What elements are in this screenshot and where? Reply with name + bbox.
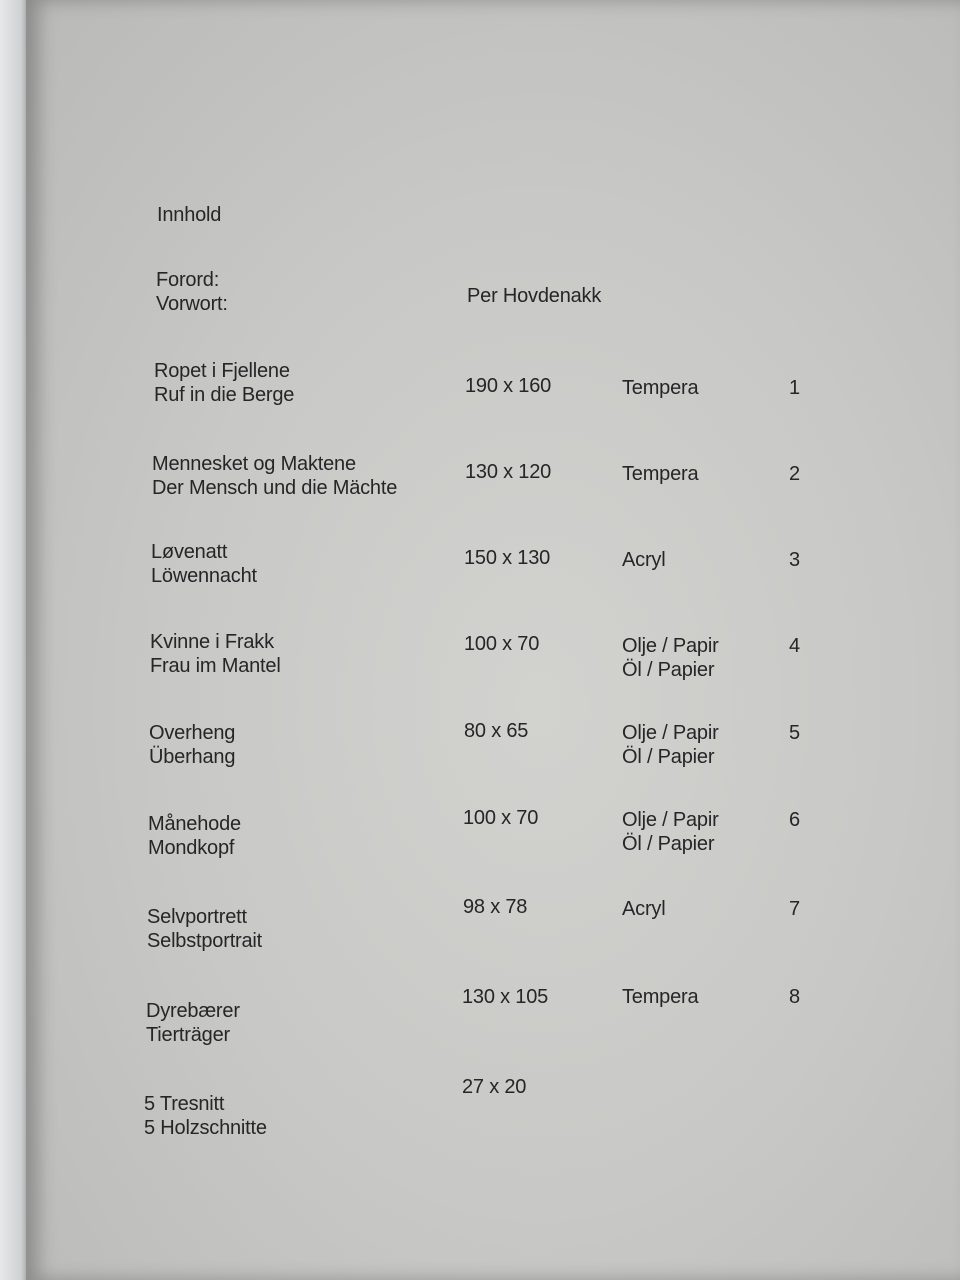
entry-medium-no: Olje / Papir [622,722,719,744]
entry-medium-de: Öl / Papier [622,746,715,768]
entry-size: 130 x 120 [465,461,552,483]
entry-title-de: Der Mensch und die Mächte [152,477,398,499]
entry-size: 130 x 105 [462,986,549,1008]
contents-entry [26,360,960,444]
entry-medium-no: Olje / Papir [622,635,719,657]
entry-size: 100 x 70 [463,807,539,829]
entry-number: 6 [789,809,800,831]
entry-title-no: Ropet i Fjellene [154,360,290,382]
entry-title-no: Selvportrett [147,906,247,928]
entry-medium-no: Tempera [622,986,699,1008]
entry-size: 80 x 65 [464,720,529,742]
contents-entry [26,806,960,876]
entry-number: 5 [789,722,800,744]
entry-medium [622,634,719,682]
entry-title-no: Kvinne i Frakk [150,631,274,653]
entry-medium-no: Acryl [622,898,666,920]
contents-entry [26,632,960,702]
entry-title-de: Mondkopf [148,837,235,859]
entry-title [150,630,281,678]
contents-page [26,0,960,1280]
entry-title-de: Tierträger [146,1024,230,1046]
entry-title [154,359,294,407]
entry-medium [622,721,719,769]
entry-title-de: Frau im Mantel [150,655,281,677]
entry-number: 3 [789,549,800,571]
entry-size: 190 x 160 [465,375,552,397]
entry-number: 8 [789,986,800,1008]
entry-number: 2 [789,463,800,485]
entry-medium [622,376,698,400]
page-title: Innhold [157,204,222,226]
entry-medium [622,462,698,486]
entry-medium-no: Tempera [622,463,699,485]
entry-medium [622,897,665,921]
contents-entry [26,541,960,616]
entry-medium [622,548,665,572]
entry-medium-no: Olje / Papir [622,809,719,831]
entry-medium-no: Tempera [622,377,699,399]
entry-title-no: Løvenatt [151,541,228,563]
preface-label-de: Vorwort: [156,293,228,315]
entry-medium [622,808,719,856]
preface-author: Per Hovdenakk [467,285,602,307]
entry-title-no: Månehode [148,813,241,835]
entry-number: 7 [789,898,800,920]
entry-size: 100 x 70 [464,633,540,655]
entry-title-no: 5 Tresnitt [144,1093,225,1115]
entry-title-de: Löwennacht [151,565,257,587]
entry-title [147,905,262,953]
entry-title [146,999,240,1047]
entry-size: 27 x 20 [462,1076,527,1098]
entry-title-de: Ruf in die Berge [154,384,295,406]
entry-medium-no: Acryl [622,549,666,571]
entry-medium-de: Öl / Papier [622,833,715,855]
entry-title [149,721,235,769]
contents-entry [26,985,960,1055]
contents-entry [26,453,960,530]
contents-entry [26,1075,960,1145]
entry-title-de: Selbstportrait [147,930,263,952]
entry-title [148,812,241,860]
entry-title [151,540,257,588]
entry-title-no: Overheng [149,722,236,744]
entry-size: 98 x 78 [463,896,528,918]
contents-entry [26,719,960,789]
entry-number: 1 [789,377,800,399]
preface-labels [156,268,228,316]
entry-medium-de: Öl / Papier [622,659,715,681]
entry-number: 4 [789,635,800,657]
preface-label-no: Forord: [156,269,220,291]
entry-title-de: Überhang [149,746,236,768]
contents-entry [26,895,960,965]
entry-size: 150 x 130 [464,547,551,569]
entry-title [152,452,397,500]
entry-medium [622,985,698,1009]
entry-title-no: Mennesket og Maktene [152,453,356,475]
entry-title-de: 5 Holzschnitte [144,1117,267,1139]
entry-title-no: Dyrebærer [146,1000,240,1022]
entry-title [144,1092,267,1140]
